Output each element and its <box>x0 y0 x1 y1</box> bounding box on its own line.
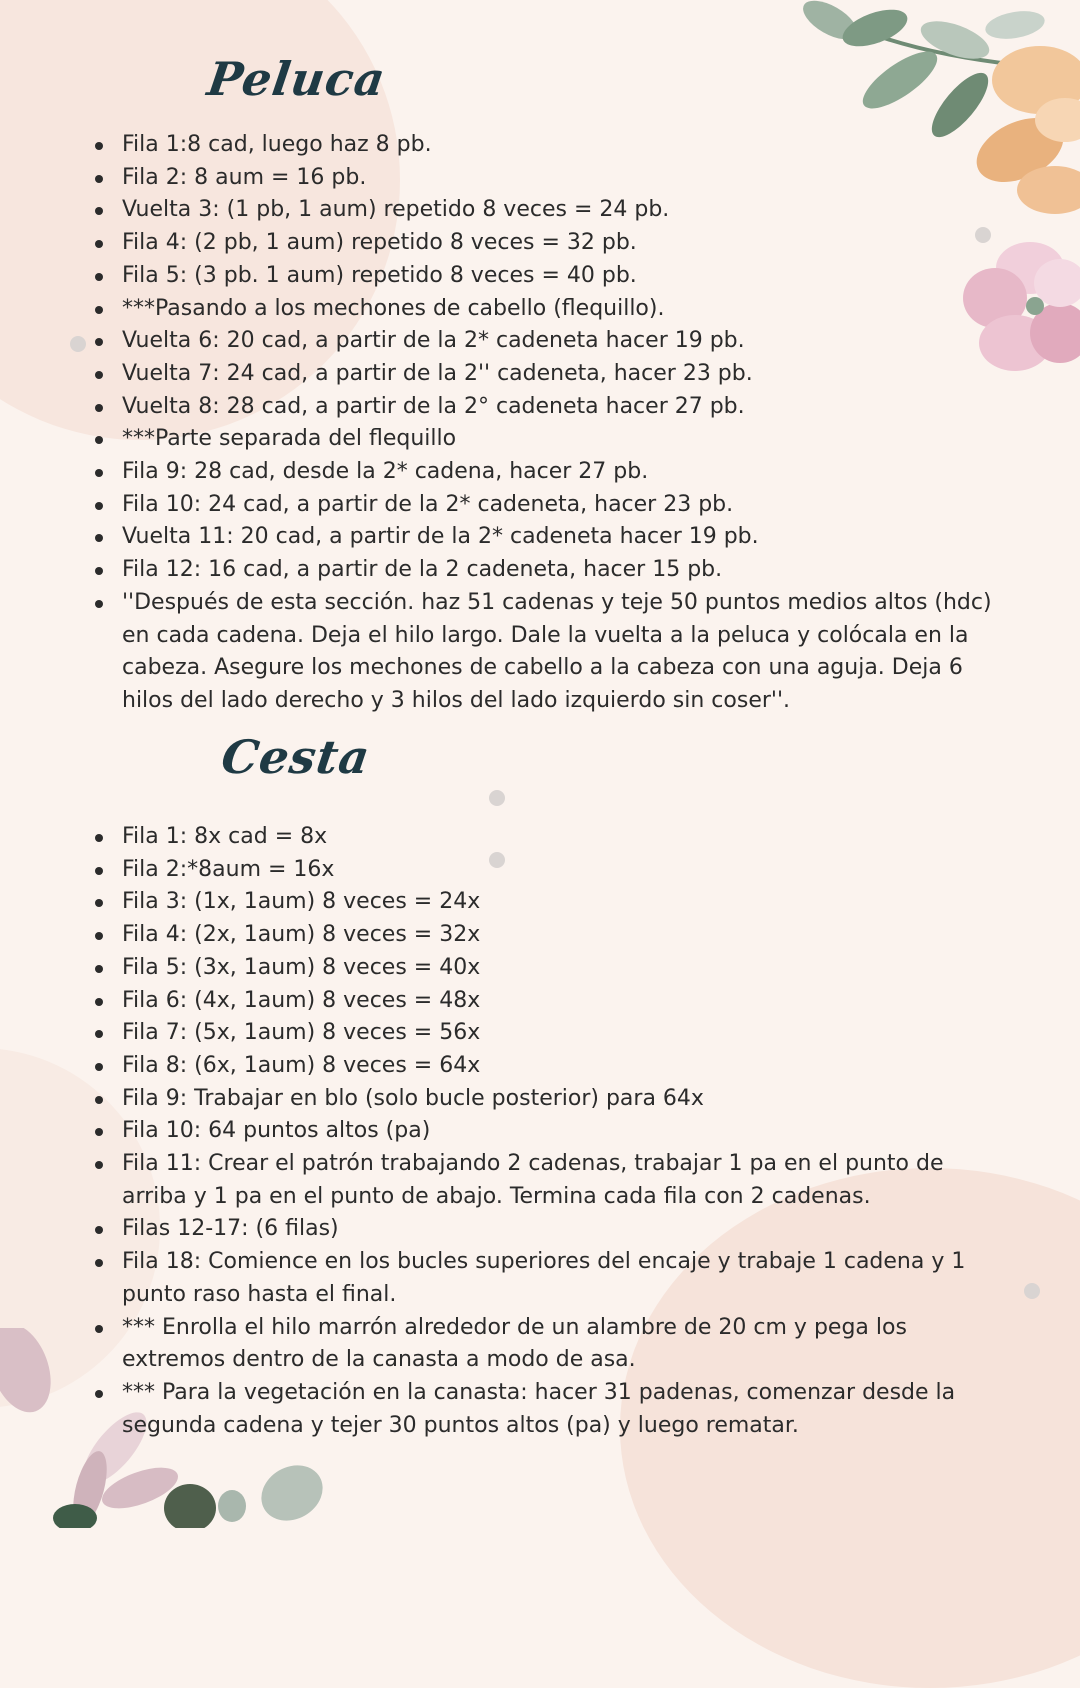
list-item: Vuelta 7: 24 cad, a partir de la 2'' cadeneta, hacer 23 pb. <box>92 358 992 391</box>
section-title-peluca: Peluca <box>204 52 390 106</box>
list-item: Fila 1: 8x cad = 8x <box>92 821 1012 854</box>
list-item: Fila 6: (4x, 1aum) 8 veces = 48x <box>92 985 1012 1018</box>
list-item: Fila 9: Trabajar en blo (solo bucle posterior) para 64x <box>92 1083 1012 1116</box>
section-title-cesta: Cesta <box>218 730 374 784</box>
decor-dot <box>489 790 505 806</box>
list-item: Fila 2: 8 aum = 16 pb. <box>92 162 992 195</box>
list-item: Vuelta 3: (1 pb, 1 aum) repetido 8 veces = 24 pb. <box>92 194 992 227</box>
list-item: Filas 12-17: (6 filas) <box>92 1213 1012 1246</box>
list-item: ''Después de esta sección. haz 51 cadenas y teje 50 puntos medios altos (hdc) en cada cadena. Deja el hilo largo. Dale la vuelta a la peluca y colócala en la cabeza. Asegure los mechones de cabello a la cabeza con una aguja. Deja 6 hilos del lado derecho y 3 hilos del lado izquierdo sin coser''. <box>92 587 992 718</box>
list-item: Fila 4: (2x, 1aum) 8 veces = 32x <box>92 919 1012 952</box>
list-item: Fila 1:8 cad, luego haz 8 pb. <box>92 129 992 162</box>
list-item: ***Pasando a los mechones de cabello (flequillo). <box>92 293 992 326</box>
list-item: Fila 12: 16 cad, a partir de la 2 cadeneta, hacer 15 pb. <box>92 554 992 587</box>
list-item: Fila 4: (2 pb, 1 aum) repetido 8 veces = 32 pb. <box>92 227 992 260</box>
list-item: Fila 7: (5x, 1aum) 8 veces = 56x <box>92 1017 1012 1050</box>
cesta-instructions-list <box>92 821 1012 1442</box>
list-item: Fila 5: (3 pb. 1 aum) repetido 8 veces = 40 pb. <box>92 260 992 293</box>
list-item: Fila 2:*8aum = 16x <box>92 854 1012 887</box>
list-item: *** Enrolla el hilo marrón alrededor de un alambre de 20 cm y pega los extremos dentro de la canasta a modo de asa. <box>92 1312 1012 1377</box>
list-item: Fila 10: 64 puntos altos (pa) <box>92 1115 1012 1148</box>
list-item: Fila 18: Comience en los bucles superiores del encaje y trabaje 1 cadena y 1 punto raso hasta el final. <box>92 1246 1012 1311</box>
list-item: Vuelta 6: 20 cad, a partir de la 2* cadeneta hacer 19 pb. <box>92 325 992 358</box>
list-item: Fila 8: (6x, 1aum) 8 veces = 64x <box>92 1050 1012 1083</box>
list-item: Fila 9: 28 cad, desde la 2* cadena, hacer 27 pb. <box>92 456 992 489</box>
list-item: Fila 3: (1x, 1aum) 8 veces = 24x <box>92 886 1012 919</box>
decor-dot <box>70 336 86 352</box>
peluca-instructions-list <box>92 129 992 718</box>
list-item: Fila 11: Crear el patrón trabajando 2 cadenas, trabajar 1 pa en el punto de arriba y 1 pa en el punto de abajo. Termina cada fila con 2 cadenas. <box>92 1148 1012 1213</box>
list-item: ***Parte separada del flequillo <box>92 423 992 456</box>
list-item: Vuelta 8: 28 cad, a partir de la 2° cadeneta hacer 27 pb. <box>92 391 992 424</box>
list-item: *** Para la vegetación en la canasta: hacer 31 padenas, comenzar desde la segunda cadena y tejer 30 puntos altos (pa) y luego rematar. <box>92 1377 1012 1442</box>
decor-dot <box>1024 1283 1040 1299</box>
list-item: Fila 10: 24 cad, a partir de la 2* cadeneta, hacer 23 pb. <box>92 489 992 522</box>
list-item: Vuelta 11: 20 cad, a partir de la 2* cadeneta hacer 19 pb. <box>92 521 992 554</box>
list-item: Fila 5: (3x, 1aum) 8 veces = 40x <box>92 952 1012 985</box>
